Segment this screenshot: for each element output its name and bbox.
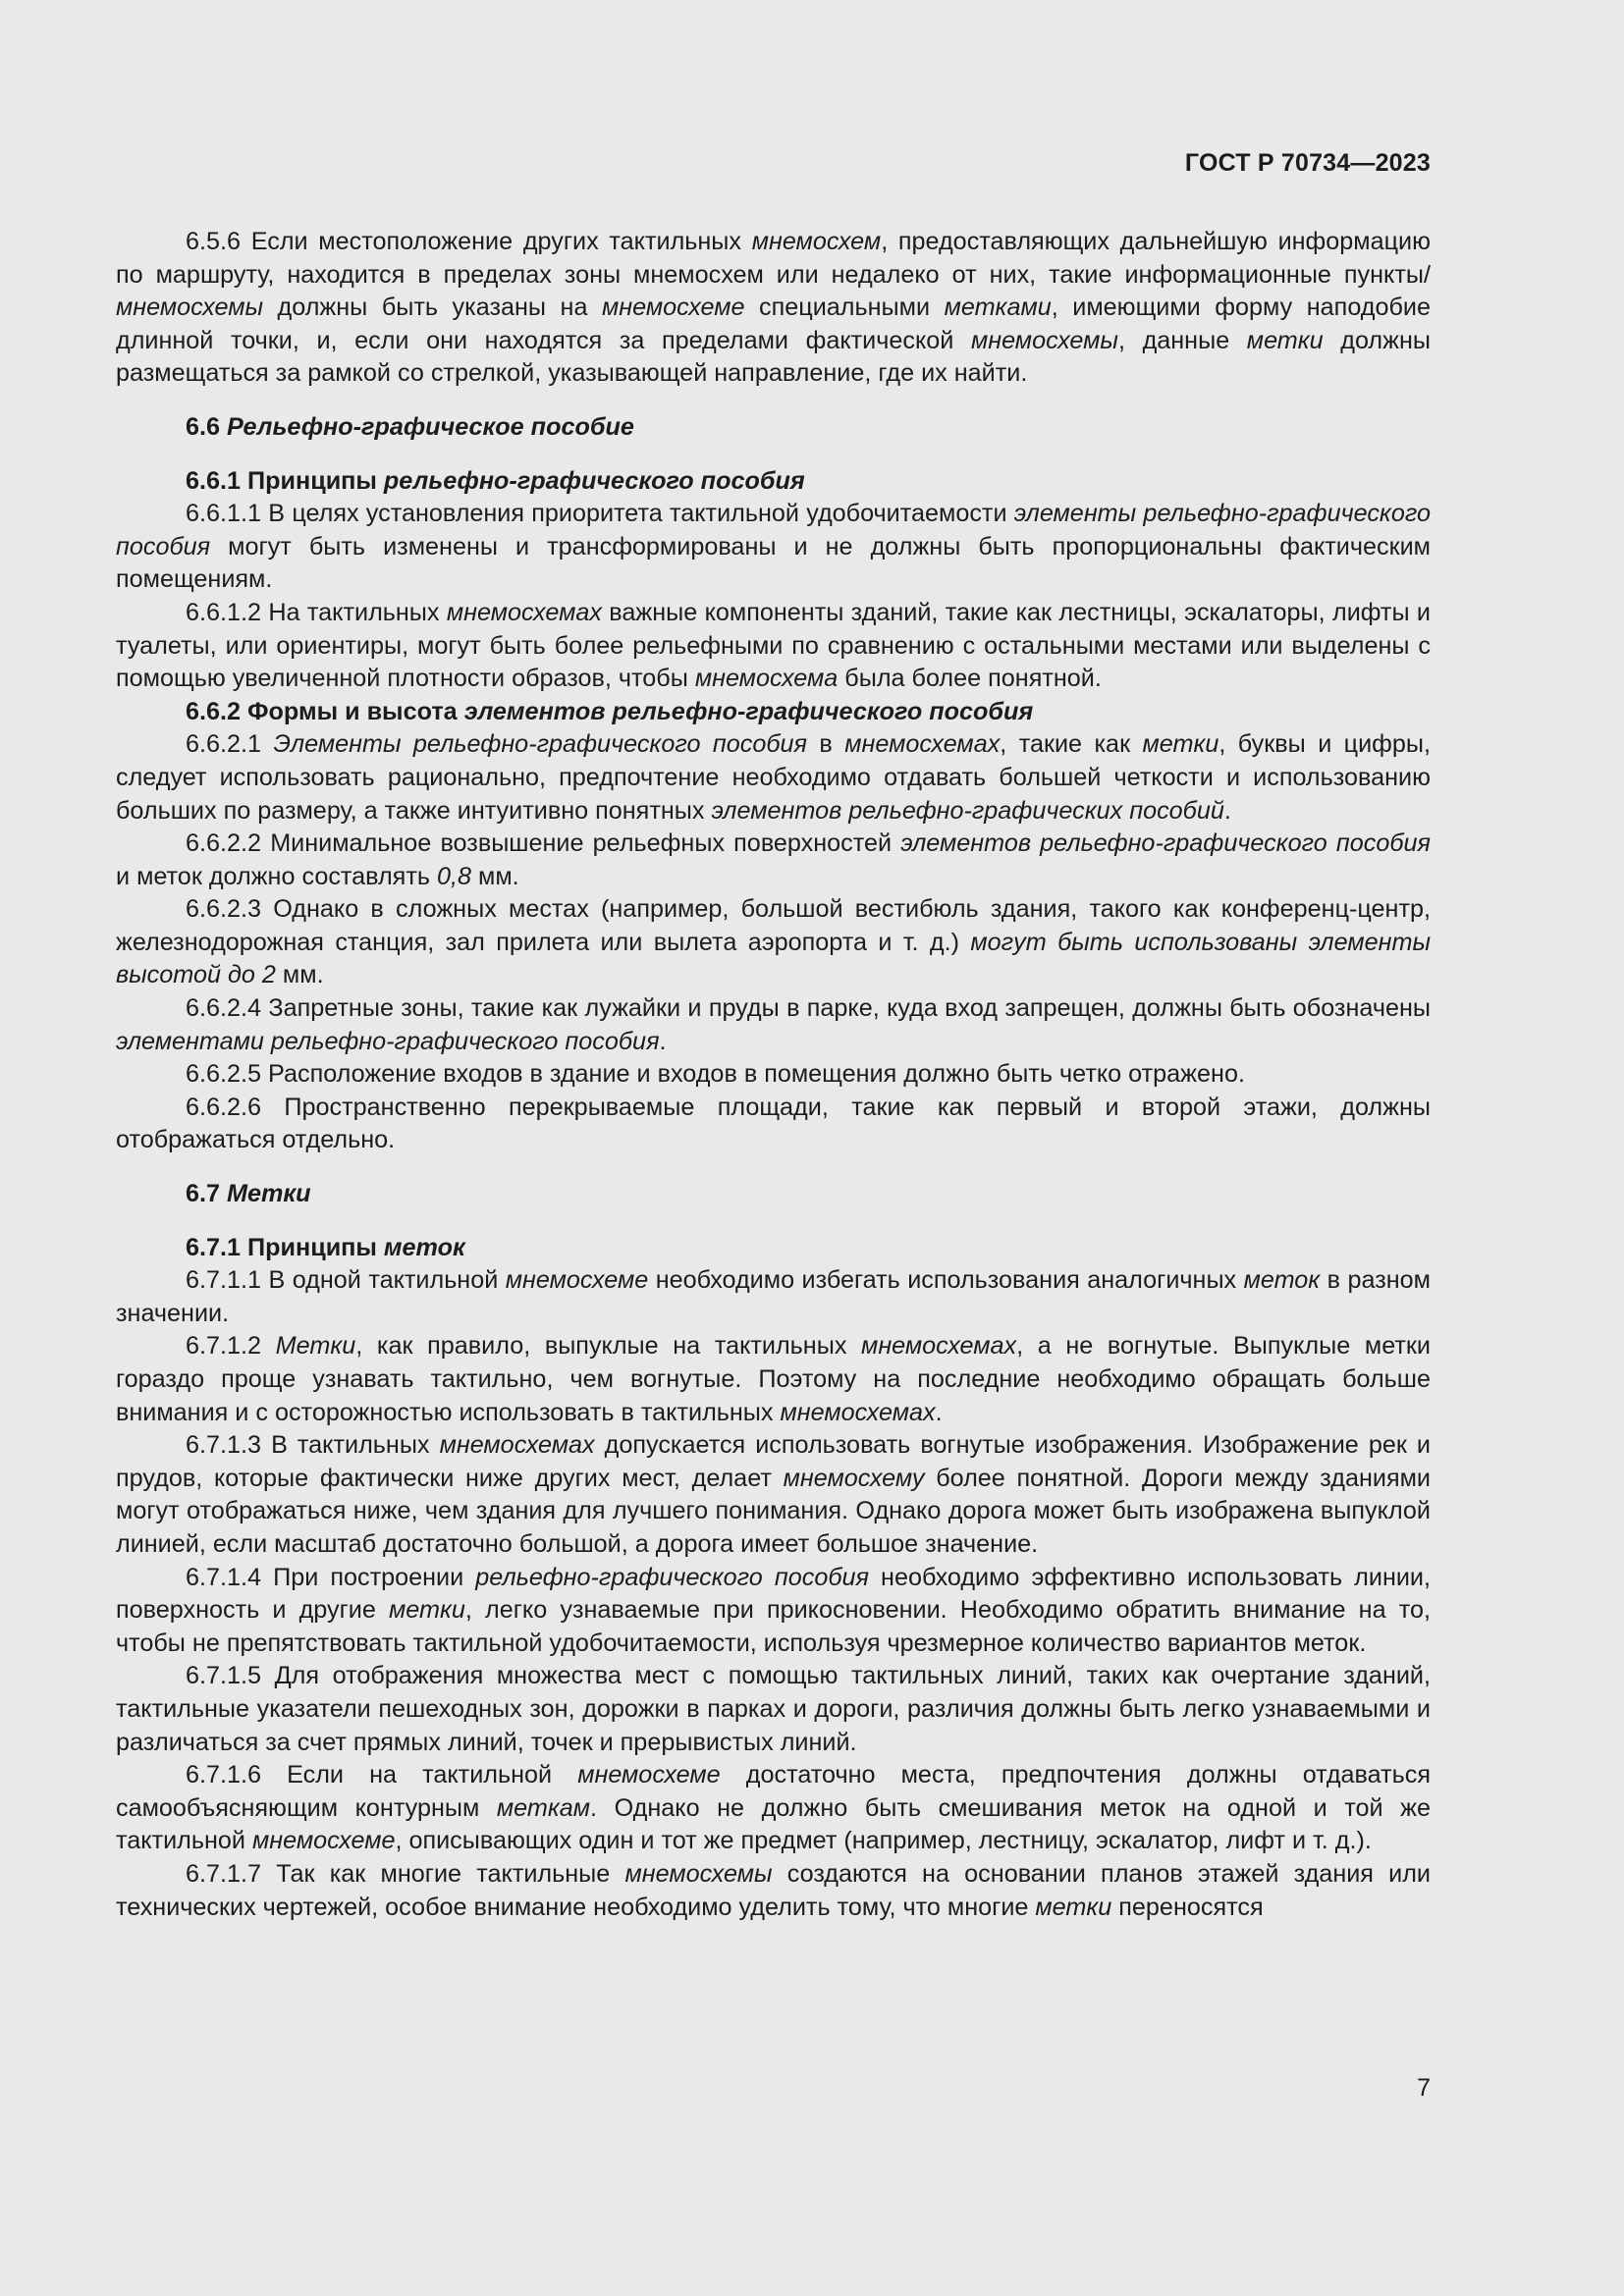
text-run: , имеющими форму наподобие длинной точки, и, если они находятся за пределами фактической — [116, 294, 1431, 354]
document-body — [116, 226, 1431, 1924]
text-run: достаточно места, предпочтения должны отдаваться самообъясняющим контурным — [116, 1761, 1431, 1822]
text-run: в — [807, 730, 845, 759]
text-run: необходимо избегать использования аналогичных — [648, 1266, 1244, 1295]
italic-term: меткам — [496, 1793, 591, 1822]
italic-term: метки — [389, 1596, 465, 1625]
text-run: 6.5.6 Если местоположение других тактильных — [186, 228, 752, 255]
italic-term: мнемосхемах — [446, 598, 602, 626]
paragraph — [116, 1058, 1431, 1092]
section-heading — [116, 1178, 1431, 1211]
italic-term: мнемосхеме — [251, 1827, 396, 1855]
text-run: , как правило, выпуклые на тактильных — [355, 1332, 862, 1361]
page-header-doc-code: ГОСТ Р 70734—2023 — [1184, 149, 1431, 177]
text-run: в разном значении. — [116, 1266, 1431, 1327]
italic-term: мнемосхемах — [844, 730, 1001, 759]
text-run: 6.6.2.4 Запретные зоны, такие как лужайки и пруды в парке, куда вход запрещен, должны быть обозначены — [186, 994, 1431, 1023]
italic-term: мнемосхем — [751, 228, 882, 255]
text-run: , а не вогнутые. Выпуклые метки гораздо проще узнавать тактильно, чем вогнутые. Поэтому на последние необходимо обращать больше внимания и с осторожностью использовать в тактильных — [116, 1332, 1431, 1426]
text-run: , данные — [1117, 326, 1247, 354]
paragraph — [116, 1092, 1431, 1157]
text-run: 6.6.2.3 Однако в сложных местах (например, большой вестибюль здания, такого как конференц-центр, железнодорожная станция, зал прилета или вылета аэропорта и т. д.) — [116, 895, 1431, 956]
paragraph — [116, 828, 1431, 893]
italic-term: мнемосхема — [694, 665, 839, 693]
italic-term: элементов рельефно-графического пособия — [463, 697, 1034, 725]
text-run: мм. — [275, 961, 324, 989]
text-run: . — [935, 1398, 943, 1426]
paragraph — [116, 1660, 1431, 1759]
italic-term: меток — [1243, 1266, 1321, 1295]
text-run: была более понятной. — [838, 665, 1102, 693]
text-run: 6.7.1.7 Так как многие тактильные — [186, 1859, 625, 1888]
italic-term: рельефно-графического пособия — [475, 1563, 869, 1591]
italic-term: меток — [383, 1233, 465, 1261]
text-run: 6.7.1.6 Если на тактильной — [186, 1761, 578, 1789]
page-number: 7 — [1417, 2074, 1431, 2102]
paragraph — [116, 1759, 1431, 1858]
text-run: необходимо эффективно использовать линии, поверхность и другие — [116, 1563, 1431, 1625]
text-run: должны размещаться за рамкой со стрелкой, указывающей направление, где их найти. — [116, 326, 1431, 388]
text-run: , легко узнаваемые при прикосновении. Необходимо обратить внимание на то, чтобы не препятствовать тактильной удобочитаемости, используя чрезмерное количество вариантов меток. — [116, 1596, 1431, 1657]
italic-term: мнемосхемах — [439, 1431, 595, 1460]
text-run: 6.6.2.5 Расположение входов в здание и входов в помещения должно быть четко отражено. — [186, 1060, 1245, 1089]
section-heading — [116, 1232, 1431, 1265]
text-run: могут быть изменены и трансформированы и не должны быть пропорциональны фактическим помещениям. — [116, 532, 1431, 594]
italic-term: метки — [1142, 730, 1219, 759]
italic-term: рельефно-графического пособия — [383, 466, 805, 495]
text-run: , предоставляющих дальнейшую информацию по маршруту, находится в пределах зоны мнемосхем или недалеко от них, такие информационные пункты/ — [116, 228, 1432, 289]
italic-term: мнемосхемы — [116, 294, 264, 322]
text-run: 6.7 — [186, 1180, 228, 1208]
text-run: 6.7.1.3 В тактильных — [186, 1431, 440, 1460]
text-run: , такие как — [1000, 730, 1143, 759]
italic-term: элементов рельефно-графических пособий — [711, 796, 1224, 825]
section-heading — [116, 411, 1431, 445]
paragraph — [116, 1562, 1431, 1661]
italic-term: 0,8 — [436, 862, 471, 890]
text-run: 6.6.1 Принципы — [186, 466, 384, 495]
text-run: 6.7.1.5 Для отображения множества мест с помощью тактильных линий, таких как очертание зданий, тактильные указатели пешеходных зон, дорожки в парках и дороги, различия должны быть легко узнаваемыми и различаться за счет прямых линий, точек и прерывистых линий. — [116, 1662, 1431, 1756]
paragraph — [116, 893, 1431, 992]
text-run: 6.6 — [186, 412, 228, 441]
text-run: . Однако не должно быть смешивания меток на одной и той же тактильной — [116, 1793, 1432, 1855]
text-run: специальными — [744, 294, 945, 322]
italic-term: мнемосхеме — [602, 294, 745, 322]
italic-term: метками — [944, 294, 1052, 322]
paragraph — [116, 1330, 1431, 1429]
italic-term: элементы рельефно-графического пособия — [116, 500, 1431, 561]
text-run: 6.6.2.2 Минимальное возвышение рельефных поверхностей — [186, 829, 901, 858]
text-run: должны быть указаны на — [263, 294, 603, 322]
italic-term: мнемосхему — [783, 1464, 925, 1492]
text-run: 6.6.1.1 В целях установления приоритета тактильной удобочитаемости — [186, 500, 1014, 528]
text-run: , описывающих один и тот же предмет (например, лестницу, эскалатор, лифт и т. д.). — [395, 1827, 1372, 1855]
section-heading — [116, 465, 1431, 499]
text-run: допускается использовать вогнутые изображения. Изображение рек и прудов, которые фактически ниже других мест, делает — [116, 1431, 1431, 1492]
text-run: 6.7.1 Принципы — [186, 1233, 384, 1261]
paragraph — [116, 1429, 1431, 1561]
italic-term: Метки — [275, 1332, 356, 1361]
text-run: более понятной. Дороги между зданиями могут отображаться ниже, чем здания для лучшего понимания. Однако дорога может быть изображена выпуклой линией, если масштаб достаточно большой, а дорога имеет большое значение. — [116, 1464, 1431, 1558]
text-run: создаются на основании планов этажей здания или технических чертежей, особое внимание необходимо уделить тому, что многие — [116, 1859, 1431, 1921]
document-page — [116, 0, 1431, 2296]
text-run: и меток должно составлять — [116, 862, 437, 890]
text-run: переносятся — [1111, 1893, 1264, 1921]
text-run: , буквы и цифры, следует использовать рационально, предпочтение необходимо отдавать большей четкости и использованию больших по размеру, а также интуитивно понятных — [116, 730, 1432, 825]
italic-term: мнемосхеме — [577, 1761, 721, 1789]
section-heading — [116, 696, 1431, 729]
italic-term: Элементы рельефно-графического пособия — [273, 730, 807, 759]
text-run: 6.7.1.2 — [186, 1332, 276, 1361]
italic-term: метки — [1035, 1893, 1112, 1921]
text-run: 6.6.1.2 На тактильных — [186, 598, 447, 626]
italic-term: мнемосхеме — [505, 1266, 649, 1295]
italic-term: мнемосхемы — [624, 1859, 773, 1888]
paragraph — [116, 597, 1431, 696]
italic-term: элементами рельефно-графического пособия — [116, 1027, 660, 1055]
text-run: мм. — [471, 862, 519, 890]
text-run: важные компоненты зданий, такие как лестницы, эскалаторы, лифты и туалеты, или ориентиры, могут быть более рельефными по сравнению с остальными местами или выделены с помощью увеличенной плотности образов, чтобы — [116, 598, 1431, 693]
paragraph — [116, 728, 1431, 828]
text-run: 6.6.2 Формы и высота — [186, 697, 464, 725]
italic-term: мнемосхемы — [970, 326, 1118, 354]
italic-term: мнемосхемах — [861, 1332, 1017, 1361]
text-run: 6.6.2.6 Пространственно перекрываемые площади, такие как первый и второй этажи, должны отображаться отдельно. — [116, 1093, 1431, 1154]
italic-term: могут быть использованы элементы высотой до 2 — [116, 928, 1431, 989]
text-run: 6.7.1.4 При построении — [186, 1563, 476, 1591]
italic-term: элементов рельефно-графического пособия — [900, 829, 1431, 858]
text-run: . — [1223, 796, 1231, 825]
paragraph — [116, 226, 1431, 391]
italic-term: метки — [1246, 326, 1324, 354]
italic-term: Метки — [227, 1180, 311, 1208]
text-run: 6.7.1.1 В одной тактильной — [186, 1266, 506, 1295]
paragraph — [116, 992, 1431, 1058]
italic-term: мнемосхемах — [780, 1398, 936, 1426]
italic-term: Рельефно-графическое пособие — [227, 412, 634, 441]
text-run: 6.6.2.1 — [186, 730, 274, 759]
paragraph — [116, 1264, 1431, 1330]
text-run: . — [659, 1027, 667, 1055]
paragraph — [116, 1858, 1431, 1924]
paragraph — [116, 498, 1431, 597]
